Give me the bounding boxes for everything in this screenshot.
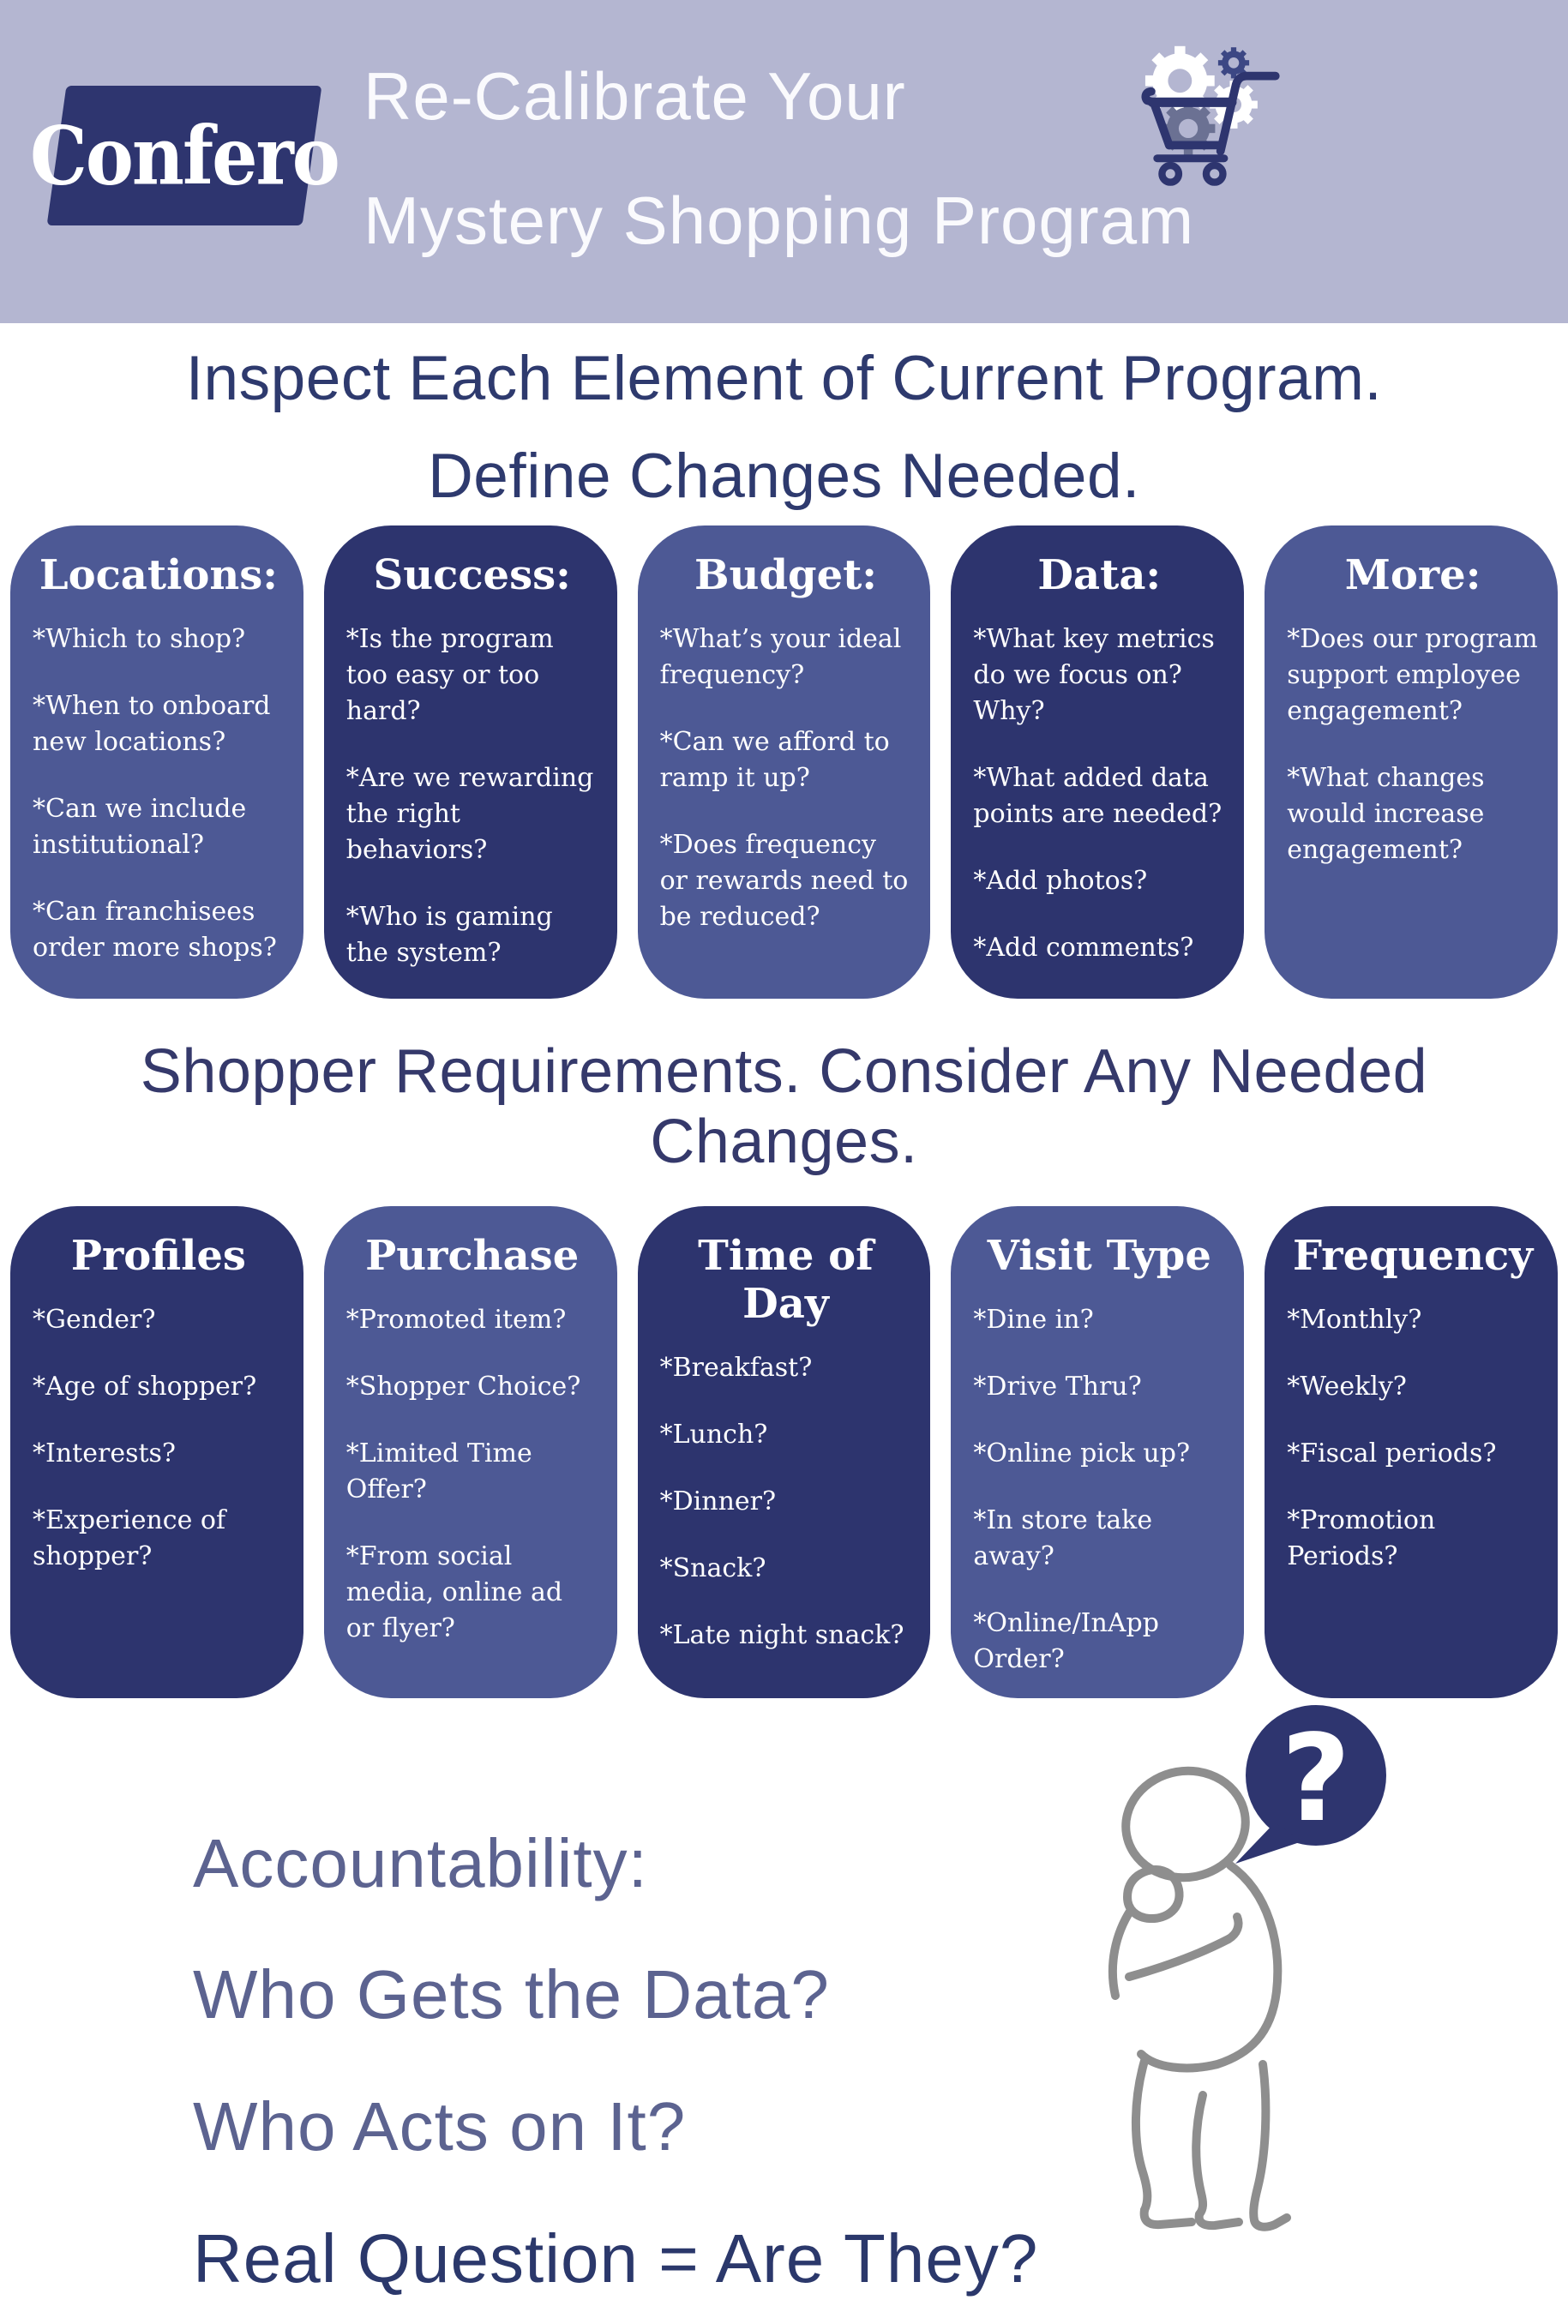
card-success-items: [346, 622, 598, 971]
card-item: *Add comments?: [973, 932, 1194, 963]
card-item: *Can franchisees order more shops?: [33, 896, 277, 963]
card-item: *Is the program too easy or too hard?: [345, 623, 554, 726]
cart-gears-icon: [1133, 9, 1301, 219]
card-item: *Late night snack?: [659, 1619, 904, 1650]
card-locations-title: Locations:: [39, 550, 278, 599]
card-data-items: [973, 622, 1225, 966]
card-item: *Can we afford to ramp it up?: [659, 726, 890, 793]
card-item: *Shopper Choice?: [345, 1371, 581, 1402]
real-question-line: Real Question = Are They?: [193, 2219, 1039, 2297]
card-locations: [10, 525, 303, 999]
card-item: *Online/InApp Order?: [973, 1607, 1159, 1674]
accountability-line: Accountability:: [193, 1824, 648, 1901]
card-item: *Add photos?: [973, 865, 1148, 896]
card-time-of-day-items: [660, 1350, 912, 1654]
card-item: *Are we rewarding the right behaviors?: [345, 762, 594, 865]
who-gets-data-line: Who Gets the Data?: [193, 1956, 830, 2033]
card-item: *Age of shopper?: [33, 1371, 257, 1402]
card-profiles: [10, 1206, 303, 1698]
card-budget-title: Budget:: [694, 550, 877, 599]
section1-cards: [0, 525, 1568, 999]
card-visit-type: [951, 1206, 1244, 1698]
card-item: *When to onboard new locations?: [33, 690, 271, 757]
card-item: *What key metrics do we focus on? Why?: [973, 623, 1215, 726]
card-item: *Can we include institutional?: [33, 793, 247, 860]
card-item: *Weekly?: [1287, 1371, 1407, 1402]
card-item: *Fiscal periods?: [1287, 1438, 1497, 1468]
card-item: *In store take away?: [973, 1504, 1153, 1571]
page-title-line1: Re-Calibrate Your: [363, 58, 906, 134]
card-item: *Drive Thru?: [973, 1371, 1142, 1402]
card-item: *Gender?: [33, 1304, 156, 1335]
section1-heading: [0, 330, 1568, 525]
who-acts-line: Who Acts on It?: [193, 2087, 687, 2165]
card-profiles-title: Profiles: [70, 1231, 246, 1280]
card-item: *Snack?: [659, 1552, 766, 1583]
card-item: *Interests?: [33, 1438, 177, 1468]
page-title-line2: Mystery Shopping Program: [363, 183, 1195, 259]
accountability-section: [0, 1698, 1568, 2297]
card-purchase-items: [346, 1302, 598, 1647]
page-title: [363, 34, 1194, 283]
card-locations-items: [33, 622, 285, 966]
question-mark: ?: [1281, 1708, 1351, 1849]
card-budget-items: [660, 622, 912, 935]
card-data: [951, 525, 1244, 999]
card-frequency-items: [1287, 1302, 1539, 1575]
card-visit-type-title: Visit Type: [987, 1231, 1211, 1280]
card-item: *Experience of shopper?: [33, 1504, 226, 1571]
person-outline: [1113, 1762, 1287, 2227]
card-item: *Promotion Periods?: [1287, 1504, 1436, 1571]
card-item: *Online pick up?: [973, 1438, 1191, 1468]
card-item: *Who is gaming the system?: [345, 901, 553, 968]
section1-heading-line1: Inspect Each Element of Current Program.: [185, 344, 1383, 413]
card-item: *Limited Time Offer?: [345, 1438, 532, 1504]
card-item: *Dinner?: [659, 1486, 777, 1516]
card-visit-type-items: [973, 1302, 1225, 1678]
card-item: *Which to shop?: [33, 623, 246, 654]
card-budget: [638, 525, 931, 999]
confero-logo-text: Confero: [30, 108, 339, 203]
card-frequency: [1265, 1206, 1558, 1698]
card-success: [324, 525, 617, 999]
card-more: [1265, 525, 1558, 999]
card-purchase: [324, 1206, 617, 1698]
section2-cards: [0, 1206, 1568, 1698]
card-profiles-items: [33, 1302, 285, 1575]
header-banner: [0, 0, 1568, 323]
card-purchase-title: Purchase: [365, 1231, 580, 1280]
confero-logo: [30, 86, 339, 225]
card-item: *What changes would increase engagement?: [1287, 762, 1485, 865]
card-item: *Monthly?: [1287, 1304, 1422, 1335]
card-item: *Promoted item?: [345, 1304, 567, 1335]
card-item: *Lunch?: [659, 1419, 768, 1450]
card-frequency-title: Frequency: [1293, 1231, 1534, 1280]
card-item: *From social media, online ad or flyer?: [345, 1540, 563, 1643]
card-more-title: More:: [1344, 550, 1481, 599]
card-time-of-day: [638, 1206, 931, 1698]
card-item: *Breakfast?: [659, 1352, 813, 1383]
card-item: *What’s your ideal frequency?: [659, 623, 902, 690]
card-data-title: Data:: [1037, 550, 1162, 599]
card-more-items: [1287, 622, 1539, 868]
thinking-person-icon: [1059, 1694, 1419, 2260]
card-item: *What added data points are needed?: [973, 762, 1223, 829]
card-item: *Does our program support employee engagement?: [1287, 623, 1538, 726]
card-item: *Dine in?: [973, 1304, 1094, 1335]
question-speech-bubble: [1235, 1705, 1386, 1864]
card-item: *Does frequency or rewards need to be reduced?: [659, 829, 909, 932]
section1-heading-line2: Define Changes Needed.: [428, 441, 1140, 511]
card-time-of-day-title: Time of Day: [698, 1231, 874, 1328]
section2-heading: Shopper Requirements. Consider Any Needed Changes.: [140, 1036, 1428, 1176]
card-success-title: Success:: [373, 550, 571, 599]
